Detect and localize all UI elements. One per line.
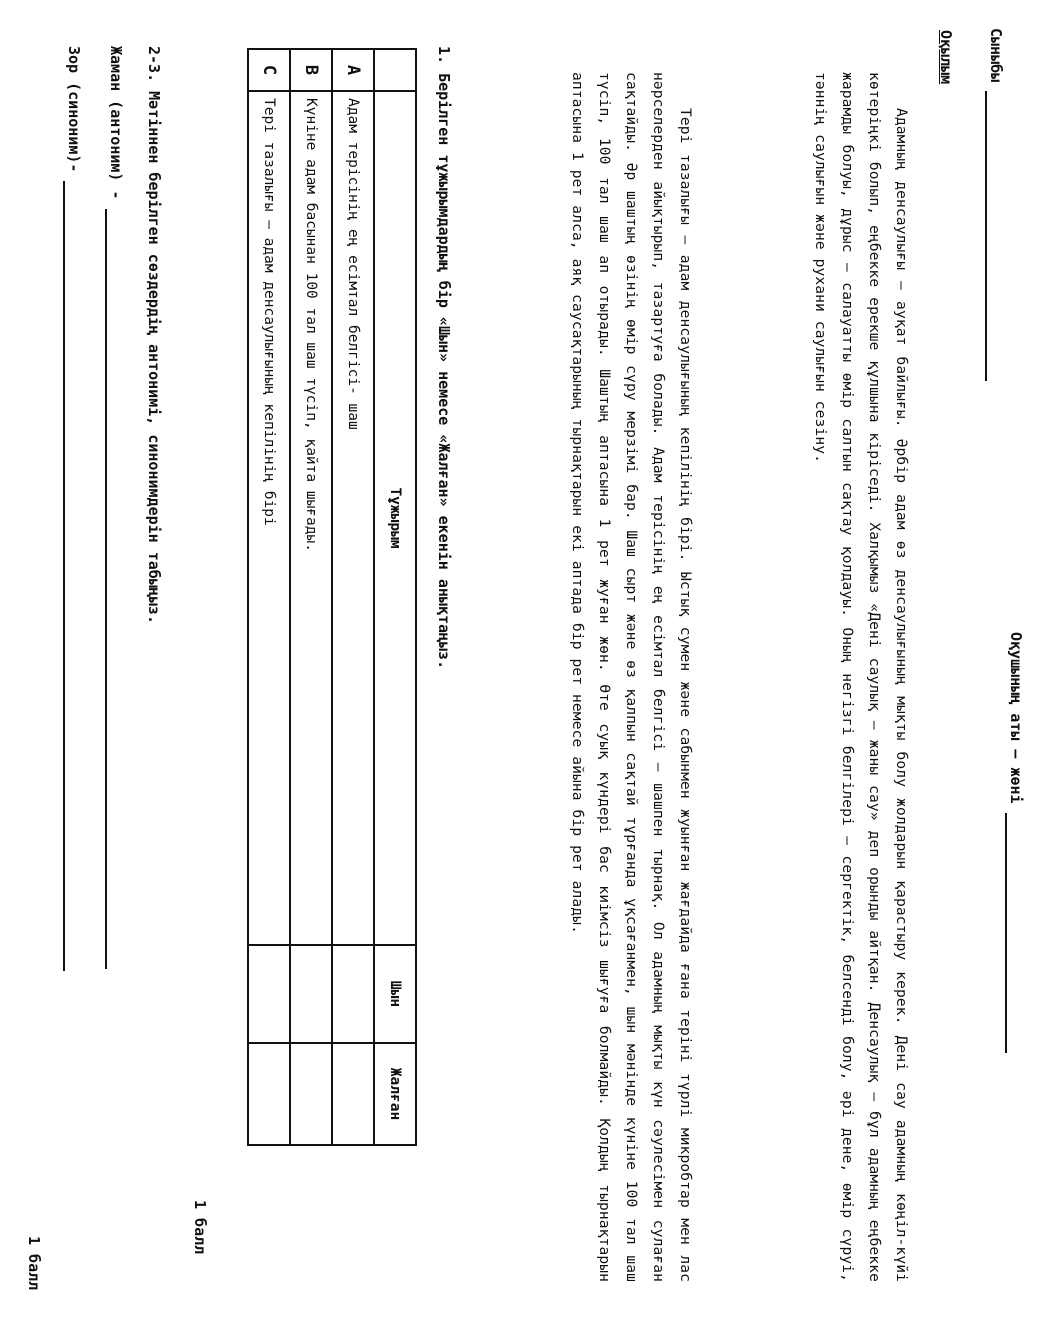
- table-row: [248, 49, 290, 1145]
- row-statement: Терi тазалығы – адам денсаулығының кепiлiнiң бiрi: [248, 91, 290, 945]
- task2-instruction: 2-3. Мәтіннен берілген сөздердің антонимі, синонимдерін табыңыз.: [145, 46, 163, 624]
- row-statement: Адам терісінің ең есімтал белгісі- шаш: [332, 91, 374, 945]
- task2-score: 1 балл: [25, 1236, 43, 1291]
- antonym-answer-field[interactable]: [105, 209, 107, 969]
- table-header-row: [374, 49, 416, 1145]
- col-statement: Тұжырым: [374, 91, 416, 945]
- row-statement: Күнiне адам басынан 100 тал шаш түсіп, қайта шығады.: [290, 91, 332, 945]
- table-row: [332, 49, 374, 1145]
- antonym-label: Жаман (антоним) -: [107, 46, 125, 200]
- task2-item-synonym: [63, 46, 85, 971]
- synonym-label: Зор (синоним)-: [65, 46, 83, 173]
- task2-item-antonym: [105, 46, 127, 969]
- row-letter: C: [248, 49, 290, 91]
- true-cell[interactable]: [248, 945, 290, 1043]
- student-name-field[interactable]: [1005, 813, 1007, 1053]
- true-cell[interactable]: [332, 945, 374, 1043]
- false-cell[interactable]: [290, 1043, 332, 1145]
- class-field[interactable]: [985, 91, 987, 381]
- reading-paragraph-1: Адамның денсаулығы – ауқат байлығы. Әрбір адам өз денсаулығының мықты болу жолдарын қарастыру керек. Дені сау адамның көңіл-күйі көтеріңкі болып, еңбекке ерекше құлшына кіріседі. Халқымыз «Дені саулық – жаны сау» деп орынды айтқан. Денсаулық – бұл адамның еңбекке жарамды болуы, дұрыс – салауатты өмір салтын сақтау қолдауы. Оның негізгі белгілері – сергектік, белсенді болу, әрі дене, өмір сүруі, тәннің саулығын және рухани саулығын сезіну.: [812, 72, 910, 1282]
- true-cell[interactable]: [290, 945, 332, 1043]
- student-name-row: [1005, 632, 1027, 1053]
- col-false: Жалған: [374, 1043, 416, 1145]
- false-cell[interactable]: [248, 1043, 290, 1145]
- synonym-answer-field[interactable]: [63, 181, 65, 971]
- row-letter: A: [332, 49, 374, 91]
- reading-title: Оқылым: [937, 30, 955, 85]
- class-label: Сыныбы: [987, 28, 1005, 83]
- table-row: [290, 49, 332, 1145]
- row-letter: B: [290, 49, 332, 91]
- true-false-table: [247, 48, 417, 1146]
- task1-instruction: 1. Берілген тұжырымдардың бір «Шын» немесе «Жалған» екенін анықтаңыз.: [435, 46, 453, 670]
- task1-score: 1 балл: [191, 1200, 209, 1255]
- reading-paragraph-2: Тері тазалығы – адам денсаулығының кепілінің бірі. Ыстық сумен және сабынмен жуынған жағдайда ғана теріні түрлі микробтар мен лас нәрселерден айықтырып, тазартуға болады. Адам терісінің ең есімтал белгісі – шашпен тырнақ. Ол адамның мықты күн сәулесімен сулаған сақтайды. Әр шаштың өзінің өмір сүру мерзімі бар. Шаш сырт және өз қалпын сақтай тұрғанда ұқсағанмен, шын мәнінде күніне 100 тал шаш түсіп, 100 тал шаш ап отырады. Шаштың аптасына 1 рет жуған жөн. Өте суық күндері бас киімсіз шығуға болмайды. Қолдың тырнақтарын аптасына 1 рет алса, аяқ саусақтарының тырнақтарын екі аптада бір рет немесе айына бір рет алады.: [569, 72, 694, 1282]
- class-row: [985, 28, 1007, 381]
- student-name-label: Оқушының аты – жөні: [1007, 632, 1025, 804]
- false-cell[interactable]: [332, 1043, 374, 1145]
- col-true: Шын: [374, 945, 416, 1043]
